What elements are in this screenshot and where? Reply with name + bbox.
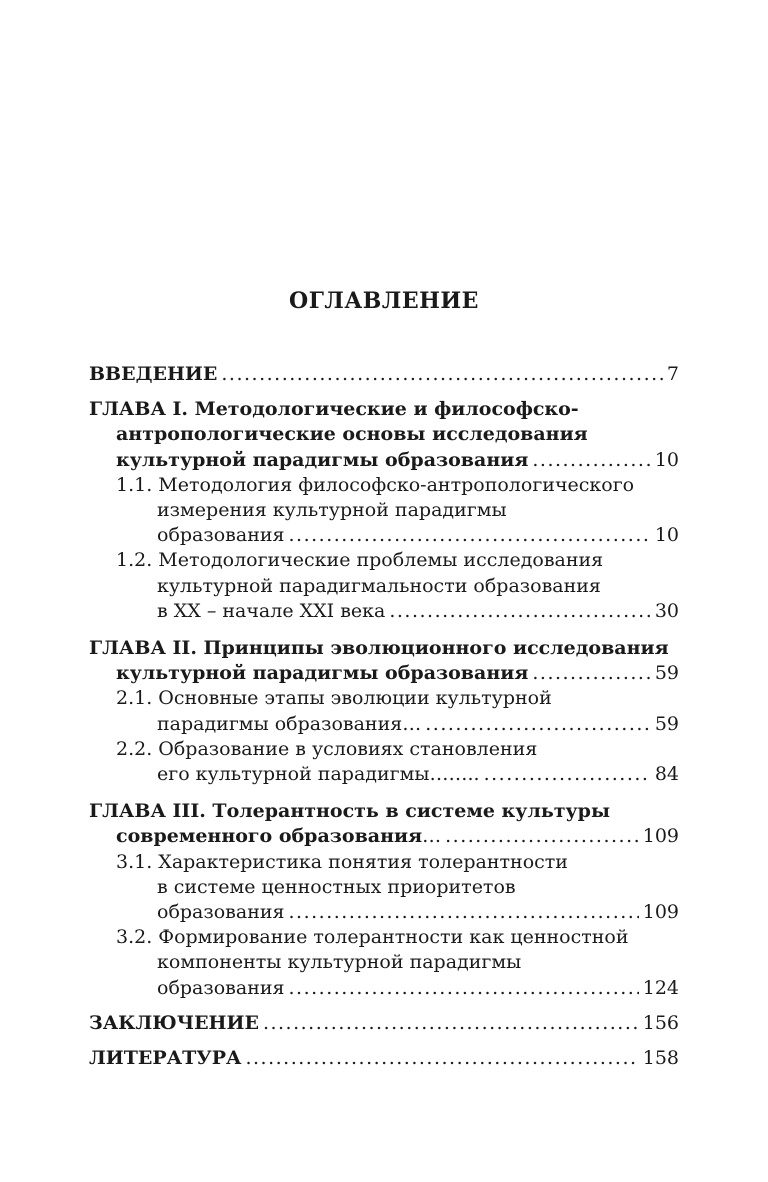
toc-entry-section-2-2[interactable] [89, 737, 679, 787]
page-number: 30 [654, 599, 679, 622]
dot-leader [289, 900, 639, 925]
entry-line: 3.1. Характеристика понятия толерантности [116, 850, 568, 873]
entry-line: образования [157, 901, 285, 924]
dot-leader [289, 523, 651, 548]
entry-line: ГЛАВА II. Принципы эволюционного исследования [89, 637, 669, 660]
entry-line: его культурной парадигмы…….. [157, 763, 480, 786]
page-number: 158 [642, 1047, 679, 1070]
entry-line: ГЛАВА III. Толерантность в системе культуры [89, 800, 610, 823]
entry-line: 2.1. Основные этапы эволюции культурной [116, 687, 552, 710]
entry-line: в XX – начале XXI века [157, 599, 386, 622]
toc-entry-conclusion[interactable] [89, 1011, 679, 1036]
page-number: 84 [654, 763, 679, 786]
entry-line: измерения культурной парадигмы [157, 499, 507, 522]
page-number: 109 [642, 901, 679, 924]
entry-line: культурной парадигмальности образования [157, 574, 601, 597]
dot-leader [484, 762, 651, 787]
entry-line: парадигмы образования… [157, 712, 422, 735]
dot-leader [389, 599, 650, 624]
page-number: 7 [666, 363, 679, 385]
entry-line: образования [157, 524, 285, 547]
page-number: 10 [654, 448, 679, 471]
dot-leader [221, 362, 663, 387]
toc-entry-chapter-2[interactable] [89, 636, 679, 686]
table-of-contents [89, 362, 679, 1071]
page-number: 124 [642, 976, 679, 999]
dot-leader [532, 661, 650, 686]
dot-leader [289, 976, 639, 1001]
entry-label: ЛИТЕРАТУРА [89, 1047, 242, 1070]
toc-entry-section-1-1[interactable] [89, 473, 679, 549]
page-title: ОГЛАВЛЕНИЕ [289, 288, 479, 314]
entry-line: антропологические основы исследования [116, 423, 588, 446]
entry-line: культурной парадигмы образования [116, 448, 529, 471]
entry-line: современного образования… [116, 825, 442, 848]
page-number: 10 [654, 524, 679, 547]
entry-label: ЗАКЛЮЧЕНИЕ [89, 1011, 259, 1034]
toc-entry-section-3-1[interactable] [89, 850, 679, 926]
toc-entry-section-3-2[interactable] [89, 925, 679, 1001]
page-number: 109 [642, 825, 679, 848]
page-number: 156 [642, 1011, 679, 1034]
entry-line: образования [157, 976, 285, 999]
toc-entry-section-1-2[interactable] [89, 548, 679, 624]
dot-leader [425, 712, 651, 737]
toc-entry-references[interactable] [89, 1046, 679, 1071]
toc-entry-section-2-1[interactable] [89, 686, 679, 736]
entry-line: 1.1. Методология философско-антропологического [116, 473, 635, 496]
entry-line: в системе ценностных приоритетов [157, 875, 516, 898]
dot-leader [532, 448, 650, 473]
entry-line: ГЛАВА I. Методологические и философско- [89, 398, 579, 421]
entry-line: 1.2. Методологические проблемы исследования [116, 549, 604, 572]
toc-entry-chapter-3[interactable] [89, 799, 679, 849]
dot-leader [445, 824, 639, 849]
page-number: 59 [654, 662, 679, 685]
entry-label: ВВЕДЕНИЕ [89, 363, 218, 385]
dot-leader [263, 1011, 639, 1036]
entry-line: 2.2. Образование в условиях становления [116, 737, 538, 760]
entry-line: 3.2. Формирование толерантности как ценностной [116, 926, 629, 949]
entry-line: культурной парадигмы образования [116, 662, 529, 685]
dot-leader [245, 1046, 638, 1071]
page-number: 59 [654, 712, 679, 735]
entry-line: компоненты культурной парадигмы [157, 951, 522, 974]
toc-entry-chapter-1[interactable] [89, 397, 679, 473]
toc-entry-introduction[interactable] [89, 362, 679, 387]
